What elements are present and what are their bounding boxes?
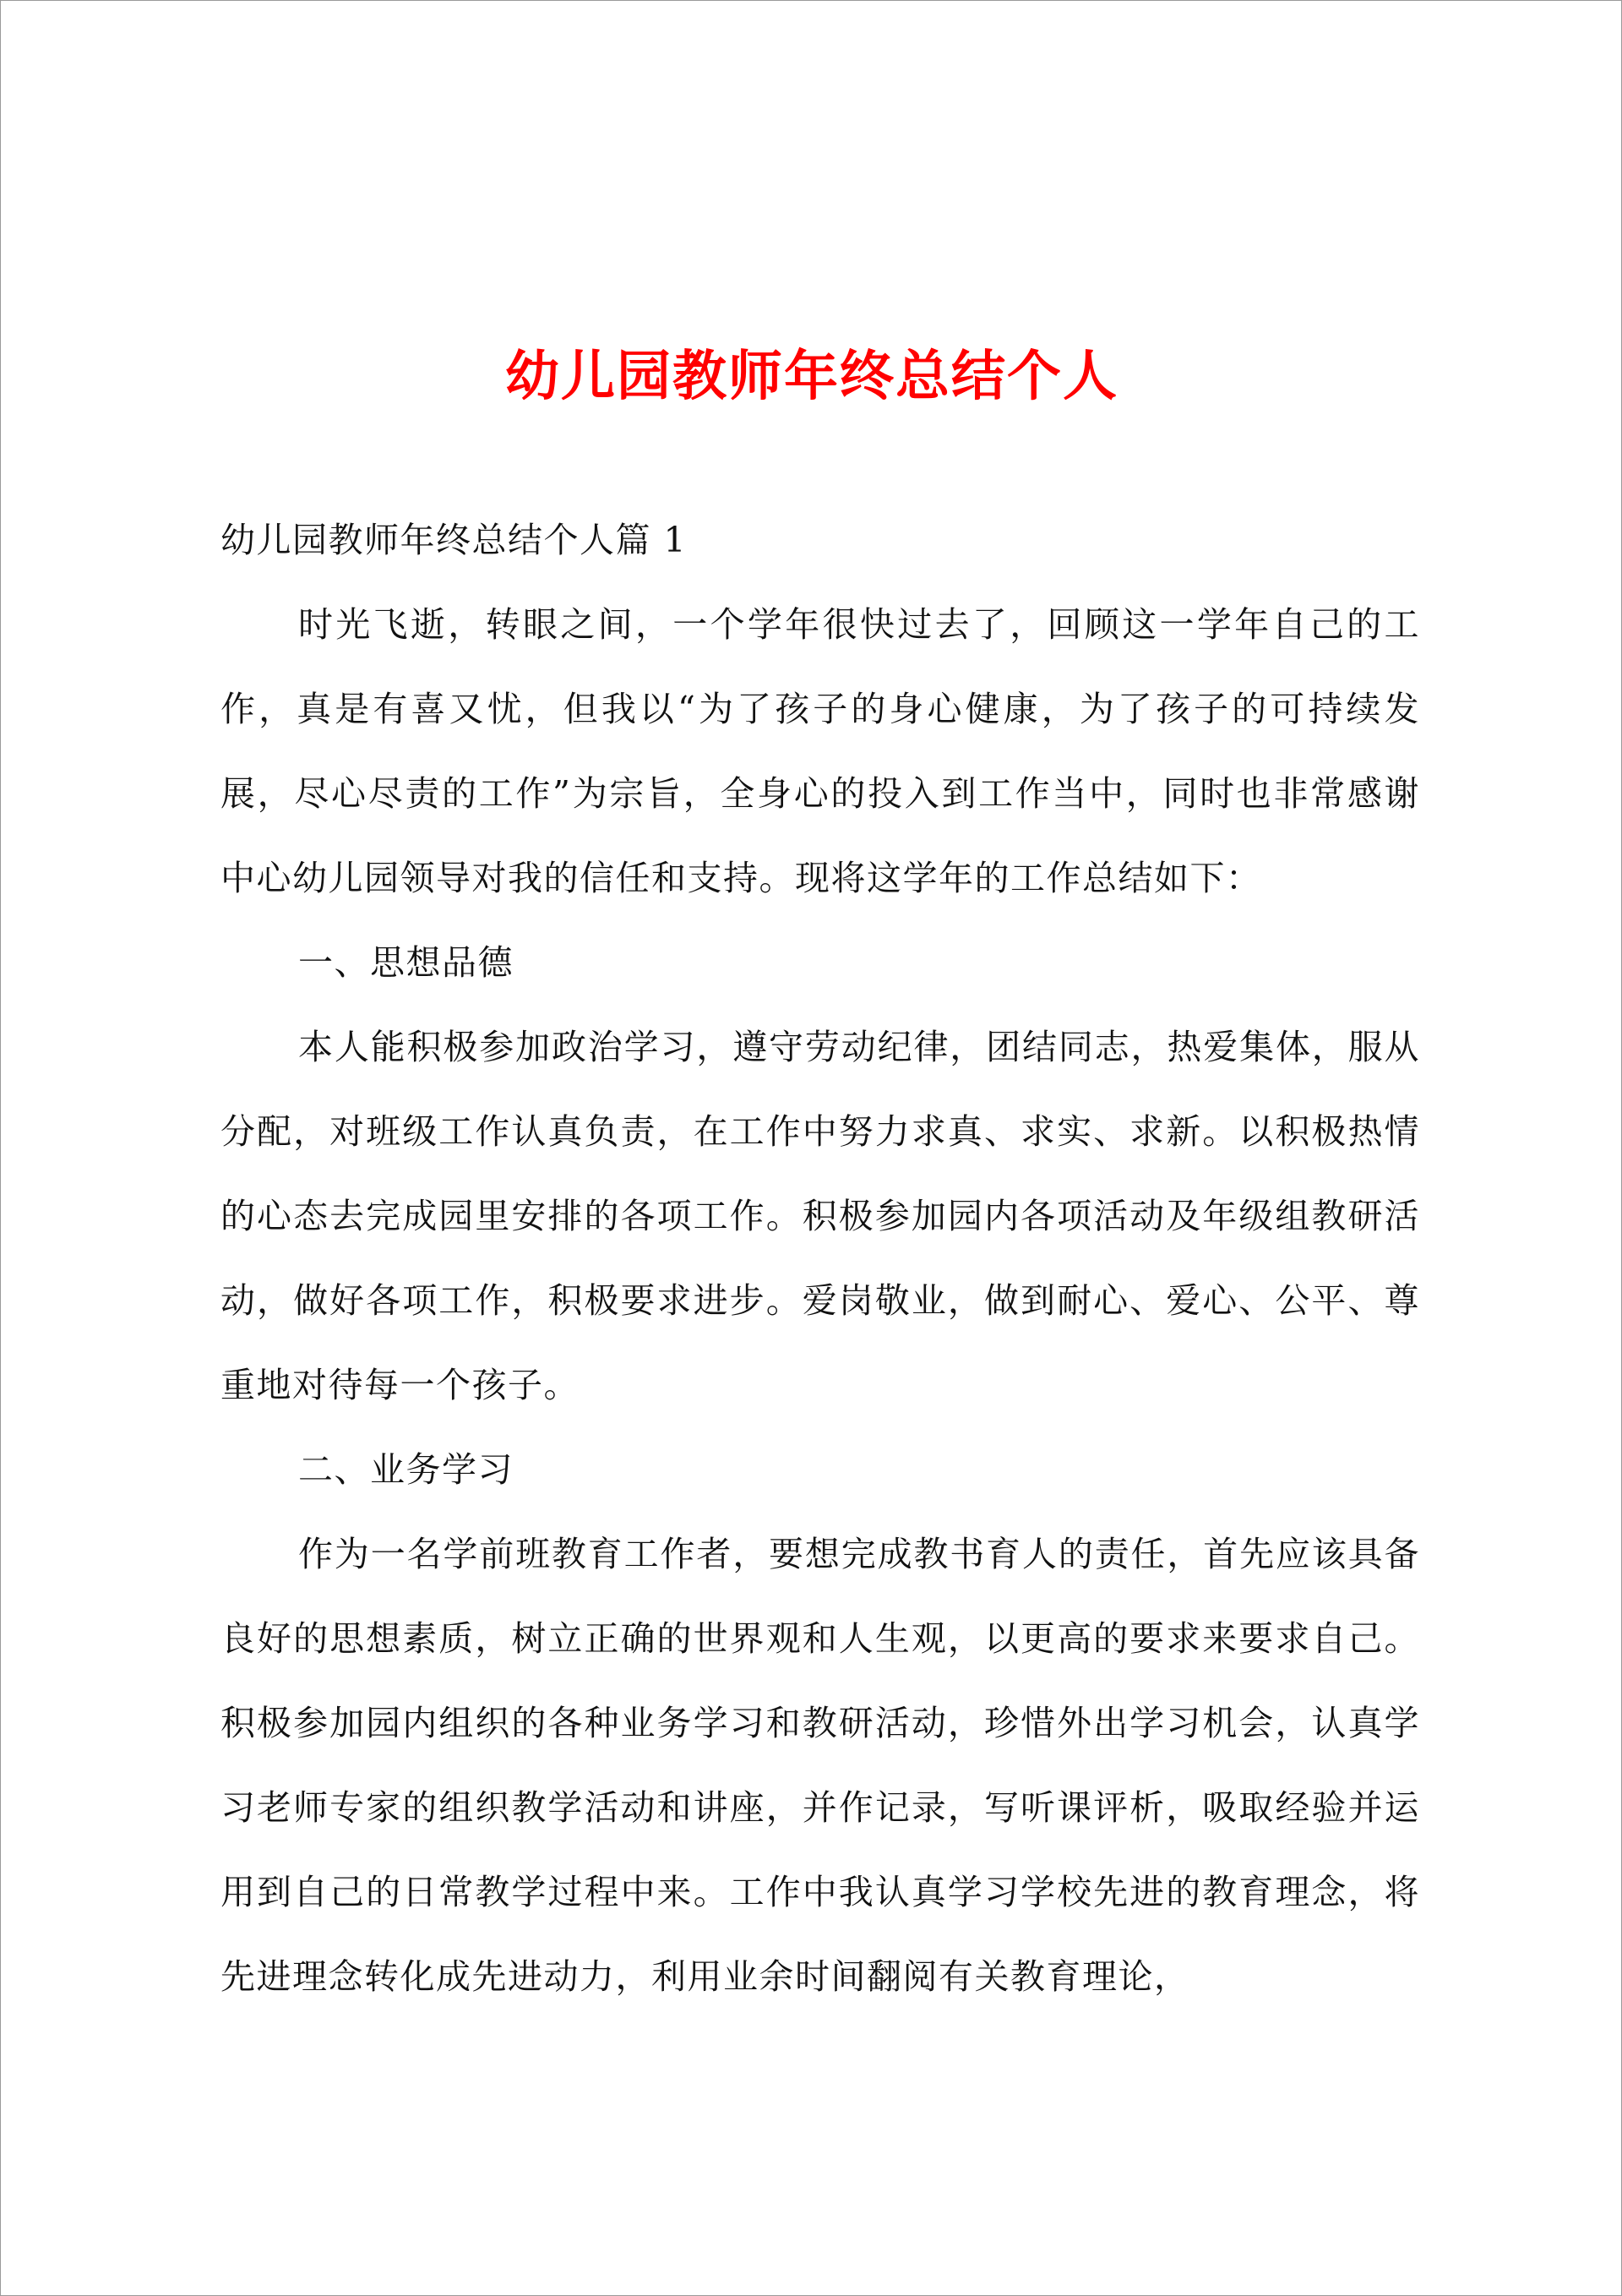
section-heading-1: 一、思想品德 (298, 942, 514, 983)
paragraph-section-1: 本人能积极参加政治学习，遵守劳动纪律，团结同志，热爱集体，服从分配，对班级工作认真负责，在工作中努力求真、求实、求新。以积极热情的心态去完成园里安排的各项工作。积极参加园内各项活动及年级组教研活动，做好各项工作，积极要求进步。爱岗敬业，做到耐心、爱心、公平、尊重地对待每一个孩子。 (220, 1027, 1420, 1405)
section-heading-2: 二、业务学习 (298, 1449, 514, 1490)
paragraph-intro: 时光飞逝，转眼之间，一个学年很快过去了，回顾这一学年自己的工作，真是有喜又忧，但我以“为了孩子的身心健康，为了孩子的可持续发展，尽心尽责的工作”为宗旨，全身心的投入到工作当中，同时也非常感谢中心幼儿园领导对我的信任和支持。现将这学年的工作总结如下： (220, 604, 1420, 898)
document-title: 幼儿园教师年终总结个人 (505, 345, 1119, 408)
document-body (220, 498, 1420, 2019)
paragraph-section-2: 作为一名学前班教育工作者，要想完成教书育人的责任，首先应该具备良好的思想素质，树立正确的世界观和人生观，以更高的要求来要求自己。积极参加园内组织的各种业务学习和教研活动，珍惜外出学习机会，认真学习老师专家的组织教学活动和讲座，并作记录，写听课评析，吸取经验并运用到自己的日常教学过程中来。工作中我认真学习学校先进的教育理念，将先进理念转化成先进动力，利用业余时间翻阅有关教育理论， (220, 1534, 1420, 1997)
document-subtitle: 幼儿园教师年终总结个人篇 1 (220, 520, 688, 560)
